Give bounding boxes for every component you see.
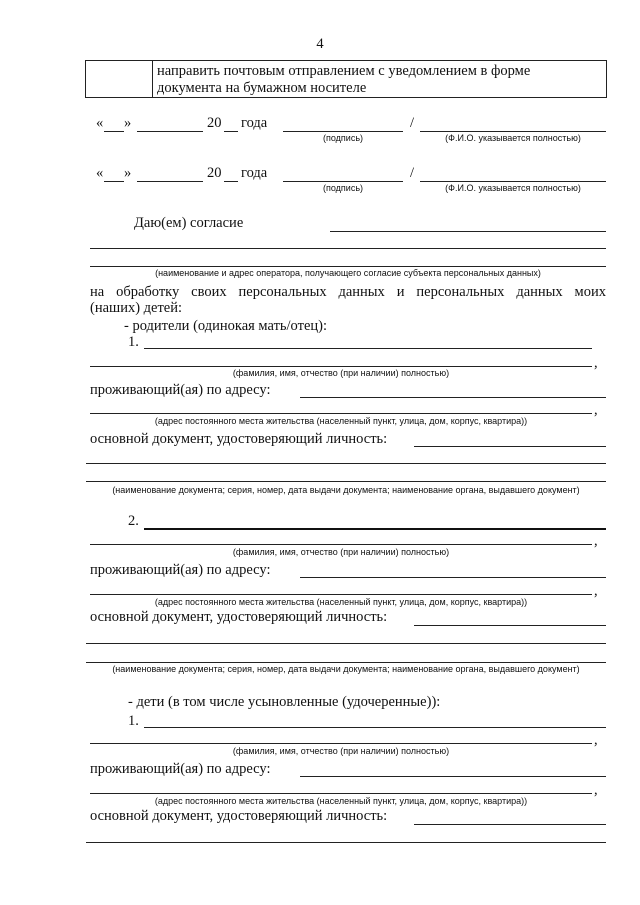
address-field-line-1[interactable] xyxy=(300,397,606,398)
comma: , xyxy=(594,533,598,549)
month-field[interactable] xyxy=(137,181,203,182)
document-caption: (наименование документа; серия, номер, дата выдачи документа; наименование органа, выдавшего документ) xyxy=(112,485,580,495)
document-label: основной документ, удостоверяющий личность: xyxy=(90,431,388,447)
document-field-line-3[interactable] xyxy=(86,662,606,663)
fio-field-line-2[interactable] xyxy=(90,743,592,744)
children-heading: - дети (в том числе усыновленные (удочеренные)): xyxy=(128,694,441,710)
purpose-line-1: на обработку своих персональных данных и персональных данных моих xyxy=(90,284,606,300)
signature-field[interactable] xyxy=(283,131,403,132)
signature-field[interactable] xyxy=(283,181,403,182)
document-label: основной документ, удостоверяющий личность: xyxy=(90,609,388,625)
delivery-option-table xyxy=(85,60,607,98)
signature-caption: (подпись) xyxy=(322,183,364,193)
document-caption: (наименование документа; серия, номер, дата выдачи документа; наименование органа, выдавшего документ) xyxy=(112,664,580,674)
address-label: проживающий(ая) по адресу: xyxy=(90,761,271,777)
year-prefix: 20 xyxy=(207,165,222,181)
operator-field-line-2[interactable] xyxy=(90,248,606,249)
month-field[interactable] xyxy=(137,131,203,132)
address-label: проживающий(ая) по адресу: xyxy=(90,562,271,578)
slash: / xyxy=(410,115,415,131)
fio-caption: (фамилия, имя, отчество (при наличии) полностью) xyxy=(232,547,450,557)
person-number: 1. xyxy=(128,334,139,350)
document-field-line-1[interactable] xyxy=(414,625,606,626)
comma: , xyxy=(594,782,598,798)
year-suffix: года xyxy=(241,165,268,181)
page-number: 4 xyxy=(316,36,324,52)
quote-close: » xyxy=(124,165,132,181)
address-caption: (адрес постоянного места жительства (населенный пункт, улица, дом, корпус, квартира)) xyxy=(154,796,528,806)
fio-field-line-1[interactable] xyxy=(144,348,592,349)
document-field-line-1[interactable] xyxy=(414,446,606,447)
day-field[interactable] xyxy=(104,131,124,132)
address-field-line-1[interactable] xyxy=(300,776,606,777)
quote-open: « xyxy=(96,115,104,131)
slash: / xyxy=(410,165,415,181)
person-number: 2. xyxy=(128,513,139,529)
year-prefix: 20 xyxy=(207,115,222,131)
consent-label: Даю(ем) согласие xyxy=(134,215,244,231)
fio-field-line-1[interactable] xyxy=(144,727,606,728)
checkbox-cell[interactable] xyxy=(86,61,153,98)
option-text-cell xyxy=(153,61,607,98)
operator-caption: (наименование и адрес оператора, получающего согласие субъекта персональных данных) xyxy=(155,268,541,278)
quote-close: » xyxy=(124,115,132,131)
person-number: 1. xyxy=(128,713,139,729)
option-line-1: направить почтовым отправлением с уведомлением в форме xyxy=(157,63,531,79)
address-caption: (адрес постоянного места жительства (населенный пункт, улица, дом, корпус, квартира)) xyxy=(154,597,528,607)
purpose-line-2: (наших) детей: xyxy=(90,300,183,316)
address-field-line-2[interactable] xyxy=(90,793,592,794)
document-label: основной документ, удостоверяющий личность: xyxy=(90,808,388,824)
year-field[interactable] xyxy=(224,131,238,132)
fio-field[interactable] xyxy=(420,131,606,132)
quote-open: « xyxy=(96,165,104,181)
fio-field-line-2[interactable] xyxy=(90,544,592,545)
operator-field-line-3[interactable] xyxy=(90,266,606,267)
document-field-line-2[interactable] xyxy=(86,842,606,843)
document-field-line-3[interactable] xyxy=(86,481,606,482)
address-field-line-1[interactable] xyxy=(300,577,606,578)
operator-field-line-1[interactable] xyxy=(330,231,606,232)
address-caption: (адрес постоянного места жительства (населенный пункт, улица, дом, корпус, квартира)) xyxy=(154,416,528,426)
fio-field-line-1[interactable] xyxy=(144,528,606,530)
comma: , xyxy=(594,583,598,599)
fio-field[interactable] xyxy=(420,181,606,182)
fio-field-line-2[interactable] xyxy=(90,366,592,367)
fio-caption: (Ф.И.О. указывается полностью) xyxy=(445,133,581,143)
document-field-line-2[interactable] xyxy=(86,463,606,464)
fio-caption: (фамилия, имя, отчество (при наличии) полностью) xyxy=(232,368,450,378)
signature-caption: (подпись) xyxy=(322,133,364,143)
document-field-line-2[interactable] xyxy=(86,643,606,644)
fio-caption: (фамилия, имя, отчество (при наличии) полностью) xyxy=(232,746,450,756)
address-field-line-2[interactable] xyxy=(90,594,592,595)
address-label: проживающий(ая) по адресу: xyxy=(90,382,271,398)
year-suffix: года xyxy=(241,115,268,131)
address-field-line-2[interactable] xyxy=(90,413,592,414)
fio-caption: (Ф.И.О. указывается полностью) xyxy=(445,183,581,193)
day-field[interactable] xyxy=(104,181,124,182)
comma: , xyxy=(594,732,598,748)
comma: , xyxy=(594,355,598,371)
parents-heading: - родители (одинокая мать/отец): xyxy=(124,318,327,334)
option-line-2: документа на бумажном носителе xyxy=(157,80,367,96)
year-field[interactable] xyxy=(224,181,238,182)
document-field-line-1[interactable] xyxy=(414,824,606,825)
comma: , xyxy=(594,402,598,418)
